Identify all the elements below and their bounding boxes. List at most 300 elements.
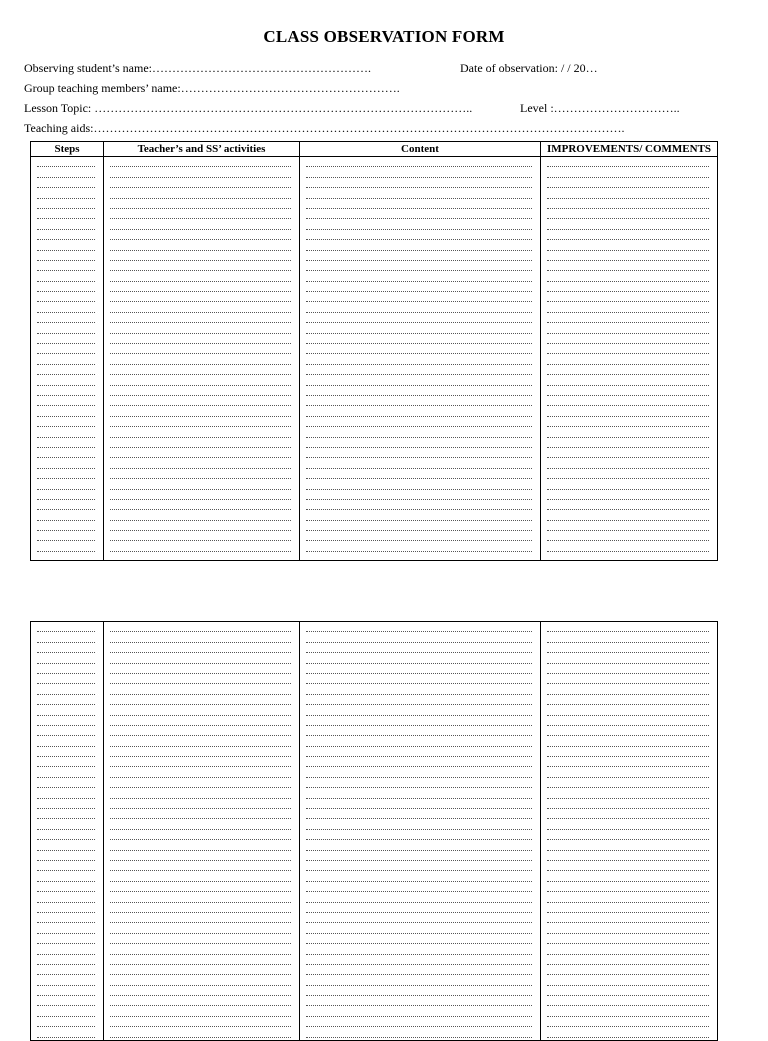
dotted-line	[547, 757, 709, 767]
dotted-line	[110, 913, 291, 923]
dotted-line	[547, 541, 709, 551]
teaching-aids-field[interactable]: Teaching aids:…………………………………………………………………………………………………………………….	[24, 121, 625, 135]
dotted-line	[37, 778, 95, 788]
comments-header: IMPROVEMENTS/ COMMENTS	[541, 142, 717, 157]
dotted-line	[110, 934, 291, 944]
activities-header: Teacher’s and SS’ activities	[104, 142, 299, 157]
dotted-line	[306, 271, 532, 281]
dotted-line	[547, 965, 709, 975]
dotted-line	[306, 632, 532, 642]
dotted-line	[306, 302, 532, 312]
dotted-line	[306, 521, 532, 531]
dotted-line	[37, 653, 95, 663]
dotted-line	[110, 705, 291, 715]
dotted-line	[547, 251, 709, 261]
dotted-line	[306, 643, 532, 653]
dotted-line	[110, 406, 291, 416]
dotted-line	[110, 674, 291, 684]
dotted-line	[306, 726, 532, 736]
dotted-line	[37, 219, 95, 229]
dotted-line	[547, 261, 709, 271]
dotted-line	[547, 851, 709, 861]
dotted-line	[547, 736, 709, 746]
dotted-line	[110, 799, 291, 809]
dotted-line	[110, 788, 291, 798]
dotted-line	[110, 354, 291, 364]
dotted-line	[547, 406, 709, 416]
dotted-line	[37, 747, 95, 757]
dotted-line	[110, 965, 291, 975]
dotted-line	[547, 726, 709, 736]
dotted-line	[110, 261, 291, 271]
dotted-line	[547, 479, 709, 489]
activities-lines[interactable]	[110, 157, 291, 560]
dotted-line	[547, 167, 709, 177]
dotted-line	[306, 664, 532, 674]
dotted-line	[37, 521, 95, 531]
dotted-line	[110, 892, 291, 902]
dotted-line	[37, 643, 95, 653]
dotted-line	[547, 767, 709, 777]
dotted-line	[110, 157, 291, 167]
dotted-line	[547, 302, 709, 312]
dotted-line	[306, 282, 532, 292]
dotted-line	[547, 861, 709, 871]
dotted-line	[37, 500, 95, 510]
dotted-line	[547, 809, 709, 819]
steps-column[interactable]	[31, 142, 103, 560]
dotted-line	[547, 178, 709, 188]
dotted-line	[37, 365, 95, 375]
dotted-line	[547, 1006, 709, 1016]
dotted-line	[37, 438, 95, 448]
dotted-line	[547, 622, 709, 632]
dotted-line	[110, 861, 291, 871]
content-lines[interactable]	[306, 157, 532, 560]
dotted-line	[110, 271, 291, 281]
dotted-line	[547, 219, 709, 229]
dotted-line	[37, 458, 95, 468]
dotted-line	[110, 653, 291, 663]
dotted-line	[547, 975, 709, 985]
dotted-line	[547, 531, 709, 541]
steps-column[interactable]	[31, 622, 103, 1040]
dotted-line	[37, 934, 95, 944]
dotted-line	[37, 923, 95, 933]
dotted-line	[306, 934, 532, 944]
observation-table-continued	[30, 621, 718, 1041]
dotted-line	[110, 458, 291, 468]
dotted-line	[110, 664, 291, 674]
dotted-line	[306, 736, 532, 746]
dotted-line	[547, 684, 709, 694]
dotted-line	[37, 1006, 95, 1016]
dotted-line	[306, 975, 532, 985]
dotted-line	[547, 923, 709, 933]
dotted-line	[37, 490, 95, 500]
dotted-line	[37, 479, 95, 489]
content-column[interactable]	[299, 622, 540, 1040]
dotted-line	[306, 199, 532, 209]
dotted-line	[110, 292, 291, 302]
dotted-line	[547, 458, 709, 468]
dotted-line	[547, 747, 709, 757]
dotted-line	[110, 1017, 291, 1027]
dotted-line	[547, 282, 709, 292]
dotted-line	[306, 469, 532, 479]
dotted-line	[306, 799, 532, 809]
lesson-topic-field[interactable]: Lesson Topic: …………………………………………………………………………………..	[24, 101, 473, 115]
dotted-line	[306, 1017, 532, 1027]
dotted-line	[306, 251, 532, 261]
dotted-line	[110, 778, 291, 788]
dotted-line	[306, 944, 532, 954]
dotted-line	[110, 490, 291, 500]
dotted-line	[306, 396, 532, 406]
dotted-line	[547, 882, 709, 892]
dotted-line	[547, 438, 709, 448]
dotted-line	[37, 788, 95, 798]
dotted-line	[547, 240, 709, 250]
dotted-line	[547, 903, 709, 913]
dotted-line	[306, 344, 532, 354]
dotted-line	[547, 778, 709, 788]
dotted-line	[547, 674, 709, 684]
dotted-line	[547, 344, 709, 354]
dotted-line	[37, 344, 95, 354]
dotted-line	[37, 510, 95, 520]
dotted-line	[37, 167, 95, 177]
dotted-line	[37, 188, 95, 198]
date-of-observation-field[interactable]: Date of observation: / / 20…	[460, 61, 598, 75]
dotted-line	[110, 632, 291, 642]
dotted-line	[547, 427, 709, 437]
dotted-line	[37, 271, 95, 281]
dotted-line	[547, 334, 709, 344]
dotted-line	[306, 334, 532, 344]
dotted-line	[306, 365, 532, 375]
dotted-line	[37, 354, 95, 364]
dotted-line	[547, 1017, 709, 1027]
dotted-line	[110, 302, 291, 312]
dotted-line	[306, 510, 532, 520]
dotted-line	[547, 944, 709, 954]
dotted-line	[110, 521, 291, 531]
dotted-line	[110, 531, 291, 541]
dotted-line	[306, 406, 532, 416]
dotted-line	[547, 716, 709, 726]
dotted-line	[306, 955, 532, 965]
dotted-line	[547, 996, 709, 1006]
dotted-line	[110, 230, 291, 240]
dotted-line	[37, 674, 95, 684]
dotted-line	[306, 386, 532, 396]
dotted-line	[37, 417, 95, 427]
dotted-line	[547, 323, 709, 333]
dotted-line	[306, 986, 532, 996]
group-members-field[interactable]: Group teaching members’ name:……………………………………………….	[24, 81, 400, 95]
dotted-line	[110, 757, 291, 767]
dotted-line	[110, 365, 291, 375]
dotted-line	[306, 1027, 532, 1037]
form-title: CLASS OBSERVATION FORM	[263, 27, 505, 46]
dotted-line	[110, 996, 291, 1006]
dotted-line	[547, 695, 709, 705]
dotted-line	[37, 261, 95, 271]
dotted-line	[110, 479, 291, 489]
level-field[interactable]: Level :…………………………..	[520, 101, 680, 115]
dotted-line	[306, 531, 532, 541]
dotted-line	[37, 705, 95, 715]
dotted-line	[306, 903, 532, 913]
dotted-line	[547, 913, 709, 923]
dotted-line	[110, 469, 291, 479]
dotted-line	[37, 944, 95, 954]
dotted-line	[110, 819, 291, 829]
dotted-line	[547, 653, 709, 663]
dotted-line	[37, 695, 95, 705]
dotted-line	[547, 375, 709, 385]
dotted-line	[547, 469, 709, 479]
dotted-line	[547, 819, 709, 829]
dotted-line	[306, 767, 532, 777]
dotted-line	[547, 510, 709, 520]
dotted-line	[110, 344, 291, 354]
dotted-line	[37, 965, 95, 975]
dotted-line	[110, 767, 291, 777]
dotted-line	[547, 313, 709, 323]
dotted-line	[547, 955, 709, 965]
dotted-line	[306, 354, 532, 364]
dotted-line	[306, 674, 532, 684]
dotted-line	[306, 323, 532, 333]
dotted-line	[547, 230, 709, 240]
dotted-line	[547, 417, 709, 427]
dotted-line	[547, 396, 709, 406]
dotted-line	[306, 965, 532, 975]
dotted-line	[37, 406, 95, 416]
dotted-line	[547, 209, 709, 219]
dotted-line	[306, 747, 532, 757]
dotted-line	[110, 209, 291, 219]
dotted-line	[306, 892, 532, 902]
observing-student-field[interactable]: Observing student’s name:……………………………………………….	[24, 61, 371, 75]
dotted-line	[37, 1027, 95, 1037]
dotted-line	[110, 199, 291, 209]
dotted-line	[306, 871, 532, 881]
dotted-line	[37, 240, 95, 250]
dotted-line	[547, 840, 709, 850]
dotted-line	[110, 944, 291, 954]
dotted-line	[306, 809, 532, 819]
dotted-line	[110, 622, 291, 632]
dotted-line	[110, 386, 291, 396]
steps-lines[interactable]	[37, 157, 95, 560]
dotted-line	[37, 1017, 95, 1027]
dotted-line	[37, 427, 95, 437]
dotted-line	[547, 871, 709, 881]
dotted-line	[306, 240, 532, 250]
dotted-line	[306, 458, 532, 468]
dotted-line	[37, 767, 95, 777]
dotted-line	[110, 323, 291, 333]
dotted-line	[110, 500, 291, 510]
dotted-line	[37, 840, 95, 850]
dotted-line	[37, 469, 95, 479]
dotted-line	[110, 375, 291, 385]
dotted-line	[37, 903, 95, 913]
dotted-line	[547, 157, 709, 167]
dotted-line	[110, 396, 291, 406]
dotted-line	[306, 500, 532, 510]
dotted-line	[110, 251, 291, 261]
dotted-line	[306, 757, 532, 767]
dotted-line	[547, 830, 709, 840]
dotted-line	[547, 500, 709, 510]
dotted-line	[110, 923, 291, 933]
dotted-line	[547, 1027, 709, 1037]
content-column[interactable]	[299, 142, 540, 560]
dotted-line	[37, 664, 95, 674]
dotted-line	[547, 521, 709, 531]
activities-column[interactable]	[103, 142, 299, 560]
dotted-line	[110, 417, 291, 427]
comments-column[interactable]	[540, 622, 717, 1040]
dotted-line	[110, 167, 291, 177]
dotted-line	[110, 955, 291, 965]
comments-lines[interactable]	[547, 622, 709, 1040]
dotted-line	[37, 861, 95, 871]
dotted-line	[37, 622, 95, 632]
dotted-line	[547, 354, 709, 364]
dotted-line	[110, 1006, 291, 1016]
dotted-line	[110, 809, 291, 819]
dotted-line	[547, 271, 709, 281]
dotted-line	[110, 282, 291, 292]
dotted-line	[110, 240, 291, 250]
dotted-line	[37, 313, 95, 323]
dotted-line	[306, 209, 532, 219]
dotted-line	[110, 510, 291, 520]
dotted-line	[37, 819, 95, 829]
dotted-line	[37, 282, 95, 292]
dotted-line	[306, 851, 532, 861]
dotted-line	[110, 334, 291, 344]
dotted-line	[37, 684, 95, 694]
dotted-line	[37, 178, 95, 188]
dotted-line	[547, 705, 709, 715]
dotted-line	[110, 313, 291, 323]
comments-lines[interactable]	[547, 157, 709, 560]
observation-table	[30, 141, 718, 561]
dotted-line	[37, 996, 95, 1006]
content-header: Content	[300, 142, 540, 157]
dotted-line	[306, 313, 532, 323]
activities-lines[interactable]	[110, 622, 291, 1040]
dotted-line	[110, 975, 291, 985]
dotted-line	[37, 632, 95, 642]
dotted-line	[37, 757, 95, 767]
steps-lines[interactable]	[37, 622, 95, 1040]
dotted-line	[37, 230, 95, 240]
dotted-line	[110, 427, 291, 437]
dotted-line	[547, 799, 709, 809]
dotted-line	[37, 736, 95, 746]
dotted-line	[37, 157, 95, 167]
dotted-line	[110, 178, 291, 188]
dotted-line	[110, 448, 291, 458]
dotted-line	[306, 230, 532, 240]
dotted-line	[37, 975, 95, 985]
dotted-line	[547, 188, 709, 198]
dotted-line	[37, 375, 95, 385]
dotted-line	[547, 986, 709, 996]
dotted-line	[306, 375, 532, 385]
dotted-line	[37, 302, 95, 312]
dotted-line	[306, 448, 532, 458]
dotted-line	[110, 871, 291, 881]
dotted-line	[110, 1027, 291, 1037]
dotted-line	[110, 840, 291, 850]
activities-column[interactable]	[103, 622, 299, 1040]
dotted-line	[110, 716, 291, 726]
dotted-line	[306, 541, 532, 551]
dotted-line	[547, 386, 709, 396]
dotted-line	[37, 892, 95, 902]
dotted-line	[547, 892, 709, 902]
dotted-line	[306, 438, 532, 448]
dotted-line	[306, 490, 532, 500]
dotted-line	[37, 386, 95, 396]
dotted-line	[110, 541, 291, 551]
dotted-line	[110, 851, 291, 861]
dotted-line	[306, 417, 532, 427]
dotted-line	[110, 188, 291, 198]
dotted-line	[547, 788, 709, 798]
dotted-line	[110, 684, 291, 694]
dotted-line	[306, 830, 532, 840]
dotted-line	[306, 427, 532, 437]
dotted-line	[306, 913, 532, 923]
comments-column[interactable]	[540, 142, 717, 560]
dotted-line	[37, 251, 95, 261]
dotted-line	[37, 396, 95, 406]
dotted-line	[547, 934, 709, 944]
dotted-line	[110, 830, 291, 840]
dotted-line	[306, 219, 532, 229]
dotted-line	[110, 736, 291, 746]
dotted-line	[37, 830, 95, 840]
content-lines[interactable]	[306, 622, 532, 1040]
dotted-line	[306, 882, 532, 892]
dotted-line	[306, 778, 532, 788]
dotted-line	[37, 323, 95, 333]
dotted-line	[37, 871, 95, 881]
dotted-line	[37, 531, 95, 541]
dotted-line	[306, 716, 532, 726]
dotted-line	[306, 840, 532, 850]
dotted-line	[37, 882, 95, 892]
dotted-line	[37, 799, 95, 809]
dotted-line	[306, 188, 532, 198]
dotted-line	[37, 913, 95, 923]
dotted-line	[306, 788, 532, 798]
dotted-line	[37, 809, 95, 819]
dotted-line	[306, 157, 532, 167]
dotted-line	[547, 448, 709, 458]
dotted-line	[37, 716, 95, 726]
dotted-line	[110, 438, 291, 448]
